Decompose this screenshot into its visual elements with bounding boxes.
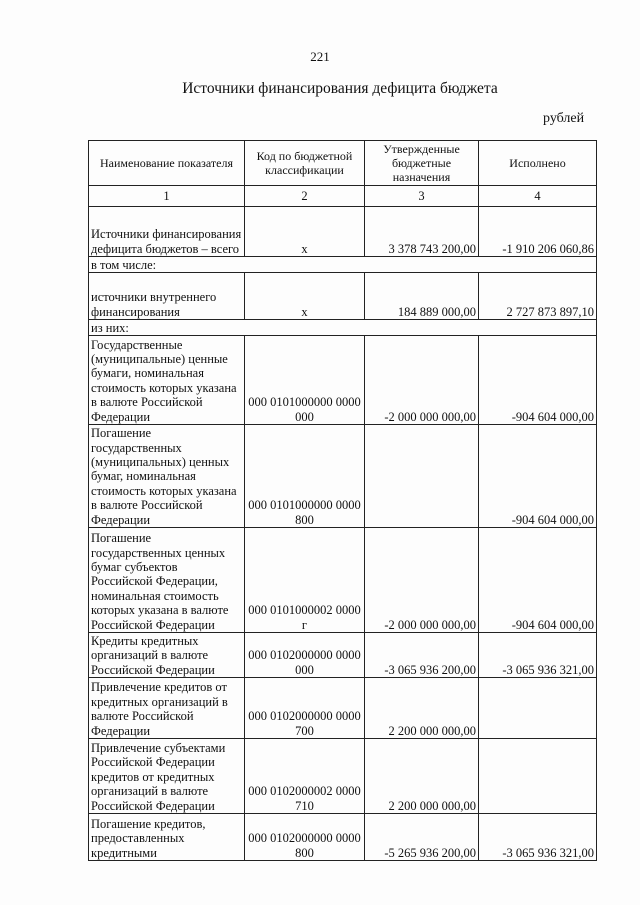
- column-number: 1: [89, 186, 245, 207]
- row-name: Погашение кредитов, предоставленных кредитными: [89, 814, 245, 861]
- row-code: 000 0102000002 0000 710: [245, 739, 365, 814]
- row-executed: -904 604 000,00: [479, 425, 597, 528]
- row-code: x: [245, 207, 365, 257]
- header-name: Наименование показателя: [89, 141, 245, 186]
- row-executed: [479, 739, 597, 814]
- row-name: Погашение государственных ценных бумаг субъектов Российской Федерации, номинальная стоимость которых указана в валюте Российской Федерации: [89, 528, 245, 633]
- row-approved: -5 265 936 200,00: [365, 814, 479, 861]
- row-executed: -3 065 936 321,00: [479, 633, 597, 678]
- table-row: [89, 528, 597, 633]
- table-row: [89, 320, 597, 336]
- header-approved: Утвержденные бюджетные назначения: [365, 141, 479, 186]
- table-row: [89, 257, 597, 273]
- row-executed: -904 604 000,00: [479, 528, 597, 633]
- table-row: [89, 336, 597, 425]
- page-number: 221: [310, 49, 330, 64]
- column-number: 3: [365, 186, 479, 207]
- row-executed: -1 910 206 060,86: [479, 207, 597, 257]
- table-row: [89, 739, 597, 814]
- table-row: [89, 678, 597, 739]
- header-row: [89, 141, 597, 186]
- row-name: Привлечение кредитов от кредитных организаций в валюте Российской Федерации: [89, 678, 245, 739]
- column-number: 4: [479, 186, 597, 207]
- header-executed: Исполнено: [479, 141, 597, 186]
- header-code: Код по бюджетной классификации: [245, 141, 365, 186]
- table-row: [89, 273, 597, 320]
- row-name: Кредиты кредитных организаций в валюте Российской Федерации: [89, 633, 245, 678]
- row-approved: [365, 425, 479, 528]
- row-approved: 184 889 000,00: [365, 273, 479, 320]
- row-approved: 3 378 743 200,00: [365, 207, 479, 257]
- row-executed: -3 065 936 321,00: [479, 814, 597, 861]
- row-name: Погашение государственных (муниципальных) ценных бумаг, номинальная стоимость которых указана в валюте Российской Федерации: [89, 425, 245, 528]
- row-executed: [479, 678, 597, 739]
- row-executed: -904 604 000,00: [479, 336, 597, 425]
- table-row: [89, 425, 597, 528]
- row-approved: -2 000 000 000,00: [365, 528, 479, 633]
- financing-sources-table: [88, 140, 597, 861]
- row-executed: 2 727 873 897,10: [479, 273, 597, 320]
- row-approved: -3 065 936 200,00: [365, 633, 479, 678]
- row-approved: 2 200 000 000,00: [365, 739, 479, 814]
- row-name: источники внутреннего финансирования: [89, 273, 245, 320]
- row-name: Государственные (муниципальные) ценные бумаги, номинальная стоимость которых указана в валюте Российской Федерации: [89, 336, 245, 425]
- row-code: 000 0102000000 0000 800: [245, 814, 365, 861]
- row-code: 000 0101000000 0000 000: [245, 336, 365, 425]
- column-number: 2: [245, 186, 365, 207]
- table-row: [89, 814, 597, 861]
- row-code: 000 0102000000 0000 000: [245, 633, 365, 678]
- table-row: [89, 633, 597, 678]
- row-code: 000 0101000000 0000 800: [245, 425, 365, 528]
- row-name: Источники финансирования дефицита бюджетов – всего: [89, 207, 245, 257]
- row-subheading: в том числе:: [89, 257, 597, 273]
- row-code: 000 0101000002 0000 г: [245, 528, 365, 633]
- page-title: Источники финансирования дефицита бюджета: [182, 80, 498, 97]
- row-approved: -2 000 000 000,00: [365, 336, 479, 425]
- table-row: [89, 207, 597, 257]
- row-code: x: [245, 273, 365, 320]
- units-label: рублей: [543, 111, 585, 126]
- row-code: 000 0102000000 0000 700: [245, 678, 365, 739]
- row-subheading: из них:: [89, 320, 597, 336]
- row-name: Привлечение субъектами Российской Федерации кредитов от кредитных организаций в валюте Российской Федерации: [89, 739, 245, 814]
- column-number-row: [89, 186, 597, 207]
- row-approved: 2 200 000 000,00: [365, 678, 479, 739]
